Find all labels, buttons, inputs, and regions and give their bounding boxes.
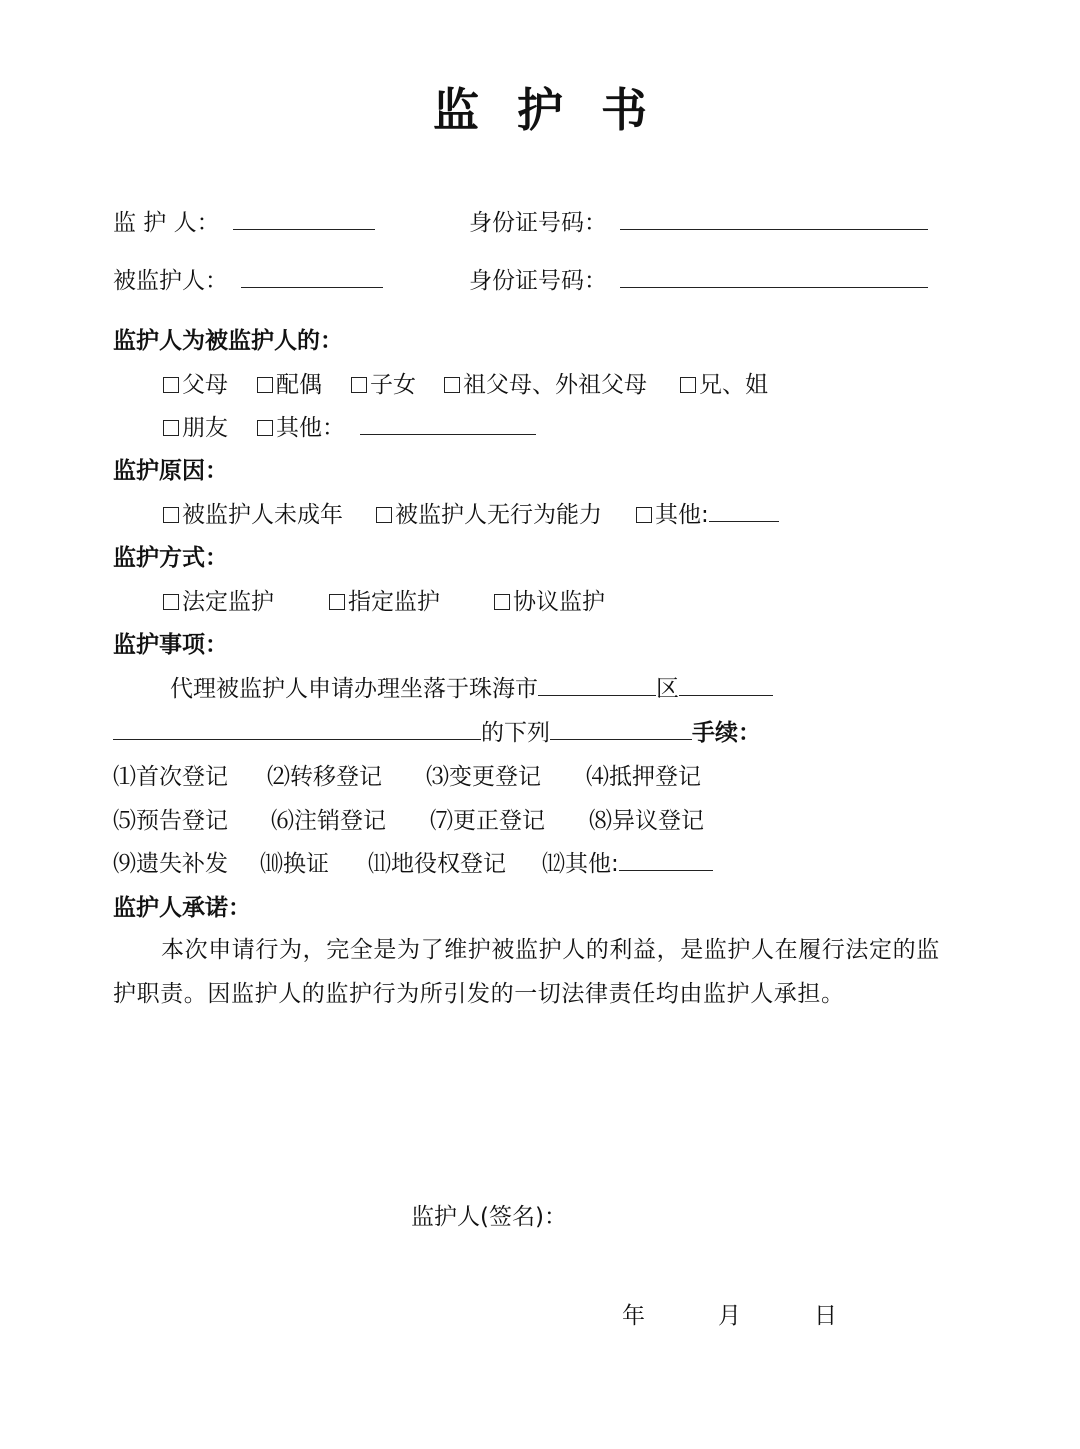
document-title: 监护书	[433, 83, 685, 137]
procedure-item: ⑸预告登记	[113, 808, 228, 834]
relation-option-other[interactable]	[257, 413, 536, 443]
district-blank[interactable]	[679, 675, 773, 696]
option-label: 父母	[182, 372, 228, 398]
procedure-item: ⑵转移登记	[267, 764, 382, 790]
procedures-label: 手续：	[692, 720, 761, 746]
procedure-item: ⑾地役权登记	[368, 851, 506, 877]
method-option[interactable]	[163, 587, 274, 617]
guardian-label: 监 护 人：	[113, 210, 220, 236]
procedure-item: ⑴首次登记	[113, 764, 228, 790]
option-label: 其他：	[276, 415, 345, 441]
address-blank[interactable]	[113, 719, 481, 740]
matters-line-2	[113, 718, 761, 748]
matters-line-text: 代理被监护人申请办理坐落于珠海市	[170, 676, 538, 702]
checkbox-icon[interactable]	[163, 420, 179, 436]
procedure-item: ⑻异议登记	[589, 808, 704, 834]
guardian-field	[113, 208, 375, 238]
checkbox-icon[interactable]	[163, 507, 179, 523]
checkbox-icon[interactable]	[494, 594, 510, 610]
reason-option[interactable]	[376, 500, 602, 530]
ward-id-field	[469, 266, 928, 296]
procedure-item: ⑽换证	[260, 851, 329, 877]
checkbox-icon[interactable]	[376, 507, 392, 523]
checkbox-icon[interactable]	[680, 377, 696, 393]
date-year: 年	[622, 1303, 645, 1329]
procedure-item: ⑿其他:	[542, 851, 619, 877]
promise-heading: 监护人承诺：	[113, 895, 251, 921]
guardian-id-field	[469, 208, 928, 238]
guardian-name-blank[interactable]	[233, 209, 375, 230]
relation-option[interactable]	[680, 370, 768, 400]
procedure-item-other	[542, 849, 713, 879]
relation-option[interactable]	[257, 370, 322, 400]
district-label: 区	[656, 676, 679, 702]
date-month: 月	[718, 1303, 741, 1329]
city-area-blank[interactable]	[538, 675, 656, 696]
relation-option[interactable]	[163, 370, 228, 400]
method-heading: 监护方式：	[113, 545, 228, 571]
option-label: 法定监护	[182, 589, 274, 615]
promise-text: 本次申请行为，完全是为了维护被监护人的利益，是监护人在履行法定的监护职责。因监护人的监护行为所引发的一切法律责任均由监护人承担。	[113, 937, 940, 1007]
reason-heading: 监护原因：	[113, 458, 228, 484]
option-label: 其他:	[655, 502, 709, 528]
checkbox-icon[interactable]	[257, 377, 273, 393]
reason-option-other[interactable]	[636, 500, 779, 530]
checkbox-icon[interactable]	[444, 377, 460, 393]
option-label: 协议监护	[513, 589, 605, 615]
guardian-id-blank[interactable]	[620, 209, 928, 230]
option-label: 配偶	[276, 372, 322, 398]
method-option[interactable]	[329, 587, 440, 617]
matters-line-1	[170, 674, 773, 704]
option-label: 兄、姐	[699, 372, 768, 398]
relation-option[interactable]	[351, 370, 416, 400]
option-label: 朋友	[182, 415, 228, 441]
procedure-item: ⑶变更登记	[426, 764, 541, 790]
checkbox-icon[interactable]	[163, 377, 179, 393]
below-label: 的下列	[481, 720, 550, 746]
ward-id-label: 身份证号码：	[469, 268, 607, 294]
checkbox-icon[interactable]	[163, 594, 179, 610]
checkbox-icon[interactable]	[351, 377, 367, 393]
option-label: 被监护人未成年	[182, 502, 343, 528]
procedure-item: ⑹注销登记	[271, 808, 386, 834]
procedure-blank[interactable]	[550, 719, 692, 740]
procedure-other-blank[interactable]	[619, 850, 713, 871]
option-label: 祖父母、外祖父母	[463, 372, 647, 398]
signature-label: 监护人(签名)：	[411, 1204, 567, 1230]
reason-other-blank[interactable]	[709, 501, 779, 522]
procedure-item: ⑼遗失补发	[113, 851, 228, 877]
relation-other-blank[interactable]	[360, 414, 536, 435]
checkbox-icon[interactable]	[329, 594, 345, 610]
relation-option[interactable]	[444, 370, 647, 400]
procedure-item: ⑷抵押登记	[586, 764, 701, 790]
ward-id-blank[interactable]	[620, 267, 928, 288]
option-label: 被监护人无行为能力	[395, 502, 602, 528]
ward-label: 被监护人：	[113, 268, 228, 294]
method-option[interactable]	[494, 587, 605, 617]
option-label: 子女	[370, 372, 416, 398]
guardian-id-label: 身份证号码：	[469, 210, 607, 236]
checkbox-icon[interactable]	[257, 420, 273, 436]
ward-field	[113, 266, 383, 296]
procedure-item: ⑺更正登记	[430, 808, 545, 834]
checkbox-icon[interactable]	[636, 507, 652, 523]
reason-option[interactable]	[163, 500, 343, 530]
ward-name-blank[interactable]	[241, 267, 383, 288]
relation-option[interactable]	[163, 413, 228, 443]
date-day: 日	[814, 1303, 837, 1329]
option-label: 指定监护	[348, 589, 440, 615]
relation-heading: 监护人为被监护人的：	[113, 328, 343, 354]
matters-heading: 监护事项：	[113, 632, 228, 658]
